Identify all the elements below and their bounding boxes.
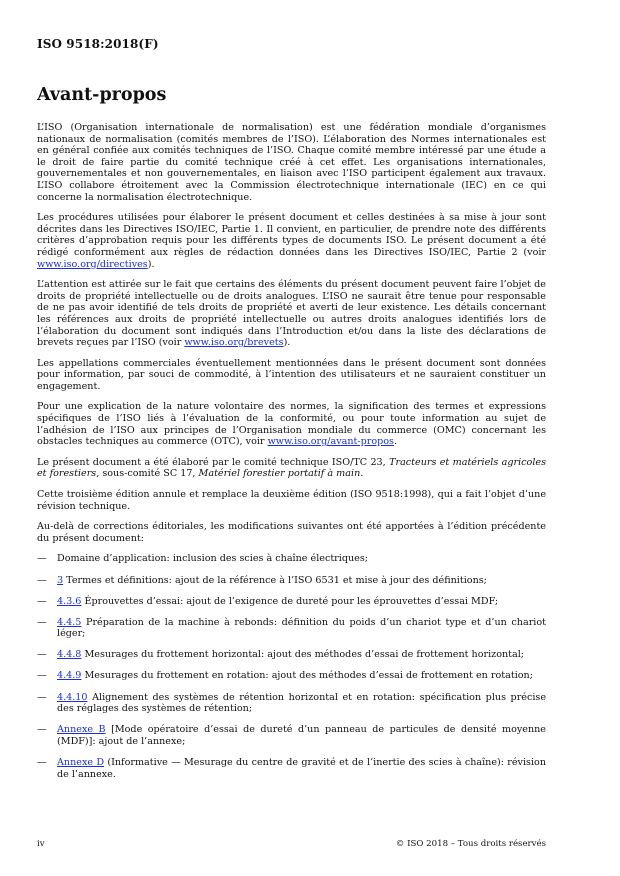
clause-link[interactable]: 4.4.5: [57, 616, 82, 628]
list-item: — Domaine d’application: inclusion des scies à chaîne électriques;: [37, 553, 368, 565]
clause-link[interactable]: 4.4.10: [57, 691, 88, 703]
clause-link[interactable]: 4.4.9: [57, 670, 82, 682]
page-number: iv: [37, 839, 45, 849]
list-item: — 4.3.6 Éprouvettes d’essai: ajout de l’exigence de dureté pour les éprouvettes d’essai MDF;: [37, 595, 499, 607]
paragraph-changes-intro: Au-delà de corrections éditoriales, les modifications suivantes ont été apportées à l’édition précédente du présent document:: [37, 521, 546, 544]
document-id-header: ISO 9518:2018(F): [37, 37, 159, 51]
paragraph-procedures: Les procédures utilisées pour élaborer le présent document et celles destinées à sa mise à jour sont décrites dans les Directives ISO/IEC, Partie 1. Il convient, en particulier, de prendre note des différents critères d’approbation requis pour les différents types de documents ISO. Le présent document a été rédigé conformément aux règles de rédaction données dans les Directives ISO/IEC, Partie 2 (voir www.iso.org/directives).: [37, 212, 546, 270]
list-item: — 4.4.8 Mesurages du frottement horizontal: ajout des méthodes d’essai de frottement horizontal;: [37, 649, 525, 661]
list-item: — Annexe B [Mode opératoire d’essai de dureté d’un panneau de particules de densité moyenne (MDF)]: ajout de l’annexe;: [37, 724, 546, 747]
changes-list: [37, 553, 546, 780]
section-title: Avant-propos: [37, 85, 167, 105]
annex-link[interactable]: Annexe D: [57, 756, 105, 768]
copyright-notice: © ISO 2018 – Tous droits réservés: [395, 839, 546, 849]
foreword-link[interactable]: www.iso.org/avant-propos: [267, 436, 394, 448]
paragraph-voluntary: Pour une explication de la nature volontaire des normes, la signification des termes et expressions spécifiques de l’ISO liés à l’évaluation de la conformité, ou pour toute information au sujet de l’adhésion de l’ISO aux principes de l’Organisation mondiale du commerce (OMC) concernant les obstacles techniques au commerce (OTC), voir www.iso.org/avant-propos.: [37, 401, 546, 448]
annex-link[interactable]: Annexe B: [57, 724, 106, 736]
clause-link[interactable]: 3: [57, 574, 64, 586]
list-item: — 4.4.10 Alignement des systèmes de rétention horizontal et en rotation: spécification plus précise des réglages des systèmes de rétention;: [37, 691, 546, 715]
paragraph-iso-intro: L’ISO (Organisation internationale de normalisation) est une fédération mondiale d’organismes nationaux de normalisation (comités membres de l’ISO). L’élaboration des Normes internationales est en général confiée aux comités techniques de l’ISO. Chaque comité membre intéressé par une étude a le droit de faire partie du comité technique créé à cet effet. Les organisations internationales, gouvernementales et non gouvernementales, en liaison avec l’ISO participent également aux travaux. L’ISO collabore étroitement avec la Commission électrotechnique internationale (IEC) en ce qui concerne la normalisation électrotechnique.: [37, 122, 546, 203]
list-item: — 3 Termes et définitions: ajout de la référence à l’ISO 6531 et mise à jour des définitions;: [37, 574, 487, 586]
list-item: — 4.4.9 Mesurages du frottement en rotation: ajout des méthodes d’essai de frottement en rotation;: [37, 670, 533, 682]
clause-link[interactable]: 4.4.8: [57, 649, 82, 661]
paragraph-edition: Cette troisième édition annule et remplace la deuxième édition (ISO 9518:1998), qui a fait l’objet d’une révision technique.: [37, 489, 546, 512]
paragraph-trade-names: Les appellations commerciales éventuellement mentionnées dans le présent document sont données pour information, par souci de commodité, à l’intention des utilisateurs et ne sauraient constituer un engagement.: [37, 357, 546, 392]
paragraph-committee: Le présent document a été élaboré par le comité technique ISO/TC 23, Tracteurs et matériels agricoles et forestiers, sous-comité SC 17, Matériel forestier portatif à main.: [37, 456, 546, 480]
list-item: — Annexe D (Informative — Mesurage du centre de gravité et de l’inertie des scies à chaîne): révision de l’annexe.: [37, 756, 546, 780]
clause-link[interactable]: 4.3.6: [57, 595, 82, 607]
paragraph-patents: L’attention est attirée sur le fait que certains des éléments du présent document peuvent faire l’objet de droits de propriété intellectuelle ou de droits analogues. L’ISO ne saurait être tenue pour responsable de ne pas avoir identifié de tels droits de propriété et averti de leur existence. Les détails concernant les références aux droits de propriété intellectuelle ou autres droits analogues identifiés lors de l’élaboration du document sont indiqués dans l’Introduction et/ou dans la liste des déclarations de brevets reçues par l’ISO (voir www.iso.org/brevets).: [37, 279, 546, 349]
patents-link[interactable]: www.iso.org/brevets: [184, 337, 284, 349]
list-item: — 4.4.5 Préparation de la machine à rebonds: définition du poids d’un chariot type et d’un chariot léger;: [37, 616, 546, 640]
foreword-body: [37, 122, 546, 790]
directives-link[interactable]: www.iso.org/directives: [37, 258, 148, 270]
